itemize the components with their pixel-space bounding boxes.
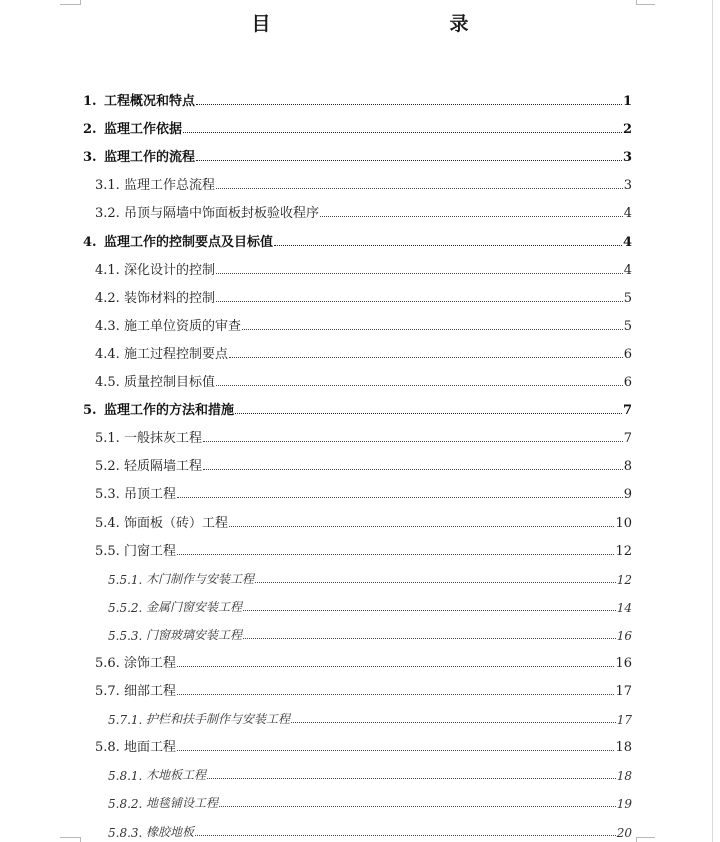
toc-entry[interactable]	[0, 699, 720, 727]
toc-entry-title: 监理工作的方法和措施	[104, 403, 235, 419]
toc-dot-leader	[177, 496, 623, 498]
toc-entry-number: 5.5.2.	[108, 600, 143, 615]
toc-dot-leader	[242, 328, 623, 330]
toc-page-number: 17	[615, 684, 632, 700]
toc-entry-title: 监理工作依据	[104, 122, 183, 138]
toc-entry[interactable]	[0, 250, 720, 278]
toc-entry-number: 4.2.	[95, 290, 120, 306]
toc-page-number: 19	[616, 797, 632, 812]
toc-dot-leader	[274, 244, 622, 246]
toc-entry[interactable]	[0, 643, 720, 671]
toc-entry-title: 一般抹灰工程	[124, 431, 203, 447]
toc-entry-title: 金属门窗安装工程	[146, 599, 243, 614]
toc-dot-leader	[177, 553, 614, 555]
toc-dot-leader	[229, 356, 623, 358]
toc-page-number: 4	[623, 262, 632, 278]
toc-entry-title: 装饰材料的控制	[124, 290, 216, 306]
toc-entry-number: 4.5.	[95, 375, 120, 391]
toc-entry-title: 工程概况和特点	[104, 94, 196, 110]
toc-dot-leader	[291, 721, 616, 723]
toc-entry[interactable]	[0, 474, 720, 502]
toc-dot-leader	[243, 637, 616, 639]
toc-entry-number: 5.5.1.	[108, 572, 143, 587]
toc-entry-title: 木地板工程	[146, 768, 207, 783]
toc-entry-number: 5.8.2.	[108, 797, 143, 812]
toc-entry-title: 施工单位资质的审查	[124, 318, 242, 334]
toc-entry-title: 地面工程	[124, 740, 177, 756]
toc-page-number: 3	[622, 150, 632, 166]
toc-entry-number: 5.2.	[95, 459, 120, 475]
toc-entry-number: 3.2.	[95, 206, 120, 222]
toc-entry-title: 门窗玻璃安装工程	[146, 627, 243, 642]
toc-entry-number: 5.7.	[95, 684, 120, 700]
toc-entry-number: 4.	[83, 234, 97, 250]
toc-page-number: 3	[623, 178, 632, 194]
toc-entry-title: 质量控制目标值	[124, 375, 216, 391]
toc-entry-title: 涂饰工程	[124, 655, 177, 671]
toc-entry-title: 轻质隔墙工程	[124, 459, 203, 475]
toc-entry[interactable]	[0, 671, 720, 699]
toc-entry-number: 5.8.	[95, 740, 120, 756]
toc-dot-leader	[203, 468, 623, 470]
toc-entry[interactable]	[0, 418, 720, 446]
toc-entry-number: 5.5.3.	[108, 628, 143, 643]
toc-page-number: 7	[622, 403, 632, 419]
toc-entry[interactable]	[0, 278, 720, 306]
table-of-contents	[0, 81, 720, 840]
toc-entry-title: 吊顶工程	[124, 487, 177, 503]
toc-entry-title: 吊顶与隔墙中饰面板封板验收程序	[124, 206, 320, 222]
toc-entry[interactable]	[0, 587, 720, 615]
toc-entry[interactable]	[0, 165, 720, 193]
toc-entry[interactable]	[0, 306, 720, 334]
toc-page-number: 18	[616, 769, 632, 784]
toc-page-number: 18	[615, 740, 632, 756]
toc-entry-number: 5.8.3.	[108, 825, 143, 840]
toc-dot-leader	[216, 187, 623, 189]
toc-entry-number: 2.	[83, 122, 97, 138]
toc-entry-title: 橡胶地板	[146, 824, 195, 839]
toc-entry-number: 5.6.	[95, 655, 120, 671]
toc-page-number: 17	[616, 713, 632, 728]
toc-page-number: 8	[623, 459, 632, 475]
toc-dot-leader	[216, 272, 623, 274]
toc-entry-number: 5.	[83, 403, 97, 419]
toc-entry-number: 4.3.	[95, 318, 120, 334]
toc-entry[interactable]	[0, 783, 720, 811]
toc-dot-leader	[177, 749, 614, 751]
toc-entry-title: 细部工程	[124, 684, 177, 700]
toc-dot-leader	[195, 834, 616, 836]
toc-dot-leader	[216, 300, 623, 302]
toc-dot-leader	[255, 581, 616, 583]
toc-entry-number: 5.5.	[95, 543, 120, 559]
toc-entry[interactable]	[0, 221, 720, 249]
toc-entry-title: 监理工作的控制要点及目标值	[104, 234, 274, 250]
toc-page-number: 10	[615, 515, 632, 531]
toc-entry-number: 4.4.	[95, 346, 120, 362]
toc-entry-number: 3.	[83, 150, 97, 166]
toc-entry[interactable]	[0, 727, 720, 755]
crop-mark-top-right	[636, 0, 655, 5]
toc-page-number: 20	[616, 825, 632, 840]
toc-page-number: 5	[623, 318, 632, 334]
toc-entry-number: 3.1.	[95, 178, 120, 194]
crop-mark-top-left	[60, 0, 81, 5]
toc-page-number: 14	[616, 600, 632, 615]
toc-page-number: 6	[623, 375, 632, 391]
toc-dot-leader	[216, 384, 623, 386]
toc-dot-leader	[196, 159, 622, 161]
toc-entry-title: 监理工作总流程	[124, 178, 216, 194]
toc-entry[interactable]	[0, 559, 720, 587]
toc-entry[interactable]	[0, 755, 720, 783]
toc-entry-title: 施工过程控制要点	[124, 346, 229, 362]
toc-page-number: 5	[623, 290, 632, 306]
toc-entry-number: 1.	[83, 94, 97, 110]
toc-page-number: 1	[622, 94, 632, 110]
toc-entry-number: 4.1.	[95, 262, 120, 278]
toc-page-number: 6	[623, 346, 632, 362]
toc-dot-leader	[183, 131, 622, 133]
toc-entry-number: 5.1.	[95, 431, 120, 447]
toc-entry[interactable]	[0, 811, 720, 839]
toc-entry[interactable]	[0, 193, 720, 221]
toc-page-number: 16	[616, 628, 632, 643]
toc-dot-leader	[196, 103, 622, 105]
toc-page-number: 2	[622, 122, 632, 138]
toc-dot-leader	[207, 777, 616, 779]
toc-entry-title: 地毯铺设工程	[146, 796, 219, 811]
toc-page-number: 16	[615, 655, 632, 671]
toc-entry[interactable]	[0, 615, 720, 643]
toc-page-number: 4	[622, 234, 632, 250]
toc-entry-title: 监理工作的流程	[104, 150, 196, 166]
toc-dot-leader	[177, 693, 614, 695]
toc-dot-leader	[177, 665, 614, 667]
toc-entry-title: 深化设计的控制	[124, 262, 216, 278]
toc-dot-leader	[203, 440, 623, 442]
toc-dot-leader	[320, 215, 623, 217]
toc-page-number: 4	[623, 206, 632, 222]
toc-page-number: 7	[623, 431, 632, 447]
toc-entry-number: 5.8.1.	[108, 769, 143, 784]
toc-entry-title: 木门制作与安装工程	[146, 571, 255, 586]
toc-dot-leader	[229, 525, 614, 527]
toc-entry-number: 5.3.	[95, 487, 120, 503]
toc-entry-number: 5.7.1.	[108, 713, 143, 728]
toc-entry-title: 护栏和扶手制作与安装工程	[146, 712, 291, 727]
toc-entry-title: 门窗工程	[124, 543, 177, 559]
toc-entry[interactable]	[0, 109, 720, 137]
toc-title: 目 录	[251, 13, 549, 35]
toc-page-number: 9	[623, 487, 632, 503]
toc-page-number: 12	[615, 543, 632, 559]
toc-entry[interactable]	[0, 502, 720, 530]
toc-entry[interactable]	[0, 362, 720, 390]
toc-entry-title: 饰面板（砖）工程	[124, 515, 229, 531]
toc-dot-leader	[235, 412, 622, 414]
toc-dot-leader	[243, 609, 616, 611]
toc-entry[interactable]	[0, 81, 720, 109]
toc-dot-leader	[219, 805, 616, 807]
toc-entry-number: 5.4.	[95, 515, 120, 531]
toc-entry[interactable]	[0, 446, 720, 474]
toc-page-number: 12	[616, 572, 632, 587]
toc-entry[interactable]	[0, 137, 720, 165]
toc-entry[interactable]	[0, 531, 720, 559]
toc-entry[interactable]	[0, 390, 720, 418]
toc-entry[interactable]	[0, 334, 720, 362]
